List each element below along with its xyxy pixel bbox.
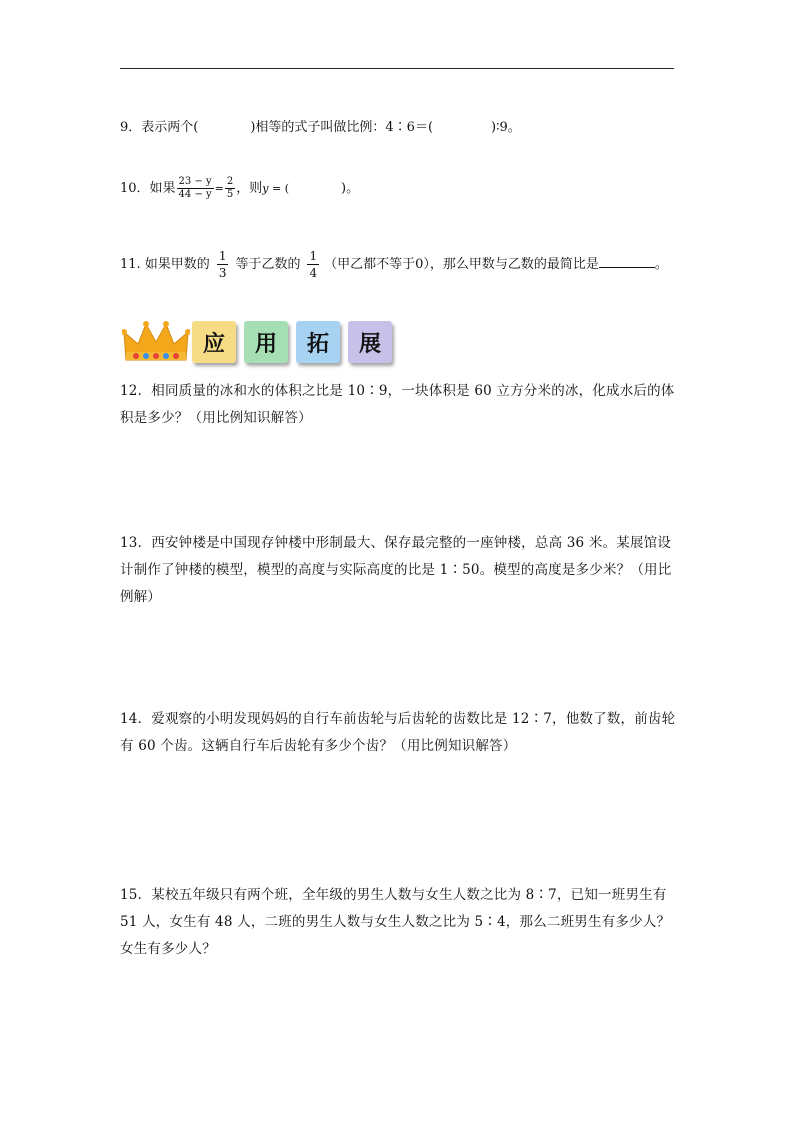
q11-answer-blank[interactable] [599, 255, 655, 268]
q10-frac1-denominator: 44 − y [178, 189, 212, 200]
q11-suffix: （甲乙都不等于0），那么甲数与乙数的最简比是 [324, 257, 599, 272]
banner-tile-1 [192, 321, 236, 363]
crown-icon [122, 320, 190, 364]
header-rule [120, 68, 674, 69]
question-10 [120, 176, 359, 201]
q10-equals: = [214, 182, 224, 195]
q10-fraction-2 [225, 176, 235, 201]
q10-frac2-numerator: 2 [226, 176, 234, 187]
q10-variable: y [262, 182, 269, 195]
question-9 [120, 118, 521, 138]
q10-after: ，则 [236, 181, 263, 196]
q9-prefix: 9．表示两个( [120, 120, 199, 135]
q10-prefix: 10．如果 [120, 181, 176, 196]
question-13: 13．西安钟楼是中国现存钟楼中形制最大、保存最完整的一座钟楼，总高 36 米。某展馆设计制作了钟楼的模型，模型的高度与实际高度的比是 1∶50。模型的高度是多少米？（用比例解） [120, 535, 672, 605]
q11-end: 。 [654, 257, 668, 272]
q10-frac1-numerator: 23 − y [178, 176, 212, 187]
q11-fraction-2 [307, 248, 319, 281]
q9-middle: )相等的式子叫做比例：4∶6＝( [250, 120, 434, 135]
banner-char-2: 用 [254, 331, 277, 357]
banner-char-3: 拓 [306, 331, 329, 357]
banner-tile-2 [244, 321, 288, 363]
q10-fraction-1 [177, 176, 214, 201]
banner-char-4: 展 [358, 331, 381, 357]
q11-fraction-1 [217, 248, 229, 281]
q11-frac2-numerator: 1 [309, 249, 318, 263]
q11-frac1-numerator: 1 [218, 249, 227, 263]
question-14: 14．爱观察的小明发现妈妈的自行车前齿轮与后齿轮的齿数比是 12∶7，他数了数，前齿轮有 60 个齿。这辆自行车后齿轮有多少个齿？（用比例知识解答） [120, 711, 676, 754]
question-15: 15．某校五年级只有两个班，全年级的男生人数与女生人数之比为 8∶7，已知一班男生有 51 人，女生有 48 人，二班的男生人数与女生人数之比为 5∶4，那么二班男生有多少人？女生有多少人？ [120, 887, 671, 957]
question-11 [120, 248, 668, 281]
q11-middle: 等于乙数的 [235, 257, 301, 272]
q10-tail-open: = ( [268, 182, 290, 195]
q10-tail-close: )。 [341, 181, 360, 196]
q11-prefix: 11. 如果甲数的 [120, 257, 210, 272]
question-12: 12．相同质量的冰和水的体积之比是 10∶9，一块体积是 60 立方分米的冰，化成水后的体积是多少？（用比例知识解答） [120, 383, 675, 426]
section-banner [122, 318, 402, 368]
banner-tile-3 [296, 321, 340, 363]
q11-frac1-denominator: 3 [218, 266, 227, 280]
banner-tile-4 [348, 321, 392, 363]
banner-char-1: 应 [202, 331, 225, 357]
q9-suffix: )∶9。 [491, 120, 521, 135]
q11-frac2-denominator: 4 [309, 266, 318, 280]
q10-frac2-denominator: 5 [226, 189, 234, 200]
